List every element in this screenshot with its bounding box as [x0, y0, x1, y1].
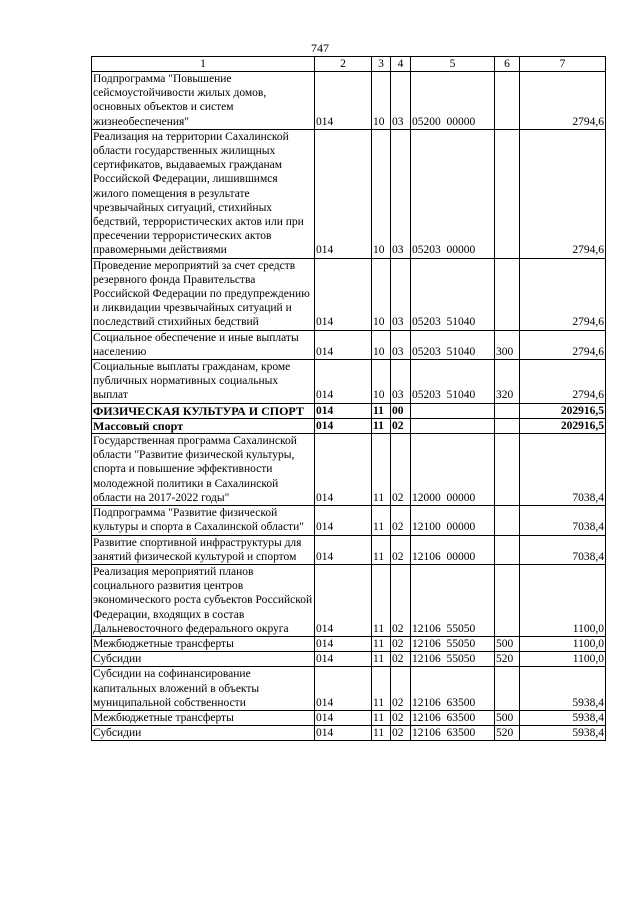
item-name: Социальные выплаты гражданам, кроме публичных нормативных социальных выплат: [92, 360, 315, 404]
amount: 5938,4: [520, 710, 606, 725]
subsection-code: 02: [391, 506, 411, 535]
expense-type-code: [495, 129, 520, 258]
ministry-code: 014: [315, 72, 372, 130]
ministry-code: 014: [315, 710, 372, 725]
amount: 1100,0: [520, 652, 606, 667]
ministry-code: 014: [315, 418, 372, 433]
expense-type-code: 520: [495, 726, 520, 741]
section-code: 11: [372, 652, 391, 667]
expense-type-code: 500: [495, 636, 520, 651]
column-header: 2: [315, 57, 372, 72]
expense-type-code: [495, 564, 520, 636]
item-name: Проведение мероприятий за счет средств резервного фонда Правительства Российской Федерации по предупреждению и ликвидации чрезвычайных ситуаций и последствий стихийных бедствий: [92, 258, 315, 330]
section-code: 11: [372, 434, 391, 506]
section-code: 11: [372, 726, 391, 741]
subsection-code: 00: [391, 403, 411, 418]
table-row: [92, 72, 606, 130]
ministry-code: 014: [315, 403, 372, 418]
target-article-code: 12106 63500: [411, 667, 495, 711]
page-number: 747: [311, 41, 329, 55]
column-header: 3: [372, 57, 391, 72]
amount: 5938,4: [520, 667, 606, 711]
subsection-code: 02: [391, 418, 411, 433]
ministry-code: 014: [315, 667, 372, 711]
item-name: Реализация на территории Сахалинской области государственных жилищных сертификатов, выдаваемых гражданам Российской Федерации, лишившимся жилого помещения в результате чрезвычайных ситуаций, стихийных бедствий, террористических актов или при пресечении террористических актов правомерными действиями: [92, 129, 315, 258]
table-row: [92, 667, 606, 711]
expense-type-code: [495, 506, 520, 535]
item-name: Реализация мероприятий планов социального развития центров экономического роста субъектов Российской Федерации, входящих в состав Дальневосточного федерального округа: [92, 564, 315, 636]
target-article-code: 05203 51040: [411, 360, 495, 404]
table-row: [92, 535, 606, 564]
section-code: 11: [372, 535, 391, 564]
table-row: [92, 403, 606, 418]
ministry-code: 014: [315, 636, 372, 651]
ministry-code: 014: [315, 360, 372, 404]
item-name: Межбюджетные трансферты: [92, 710, 315, 725]
target-article-code: 12106 00000: [411, 535, 495, 564]
amount: 7038,4: [520, 506, 606, 535]
ministry-code: 014: [315, 434, 372, 506]
table-row: [92, 652, 606, 667]
expense-type-code: [495, 535, 520, 564]
target-article-code: 05203 51040: [411, 330, 495, 359]
section-code: 10: [372, 360, 391, 404]
subsection-code: 02: [391, 652, 411, 667]
target-article-code: 12100 00000: [411, 506, 495, 535]
item-name: Подпрограмма "Развитие физической культуры и спорта в Сахалинской области": [92, 506, 315, 535]
amount: 1100,0: [520, 564, 606, 636]
expense-type-code: [495, 72, 520, 130]
target-article-code: 12106 63500: [411, 726, 495, 741]
column-number-row: [92, 57, 606, 72]
amount: 5938,4: [520, 726, 606, 741]
target-article-code: 05200 00000: [411, 72, 495, 130]
table-row: [92, 360, 606, 404]
expense-type-code: [495, 434, 520, 506]
subsection-code: 02: [391, 667, 411, 711]
item-name: Межбюджетные трансферты: [92, 636, 315, 651]
amount: 2794,6: [520, 330, 606, 359]
expense-type-code: 520: [495, 652, 520, 667]
ministry-code: 014: [315, 652, 372, 667]
item-name: Подпрограмма "Повышение сейсмоустойчивости жилых домов, основных объектов и систем жизнеобеспечения": [92, 72, 315, 130]
amount: 2794,6: [520, 360, 606, 404]
table-row: [92, 330, 606, 359]
ministry-code: 014: [315, 506, 372, 535]
section-code: 11: [372, 506, 391, 535]
section-code: 10: [372, 129, 391, 258]
table-row: [92, 726, 606, 741]
column-header: 1: [92, 57, 315, 72]
ministry-code: 014: [315, 535, 372, 564]
item-name: Государственная программа Сахалинской области "Развитие физической культуры, спорта и повышение эффективности молодежной политики в Сахалинской области на 2017-2022 годы": [92, 434, 315, 506]
budget-table: [91, 56, 606, 741]
amount: 7038,4: [520, 535, 606, 564]
target-article-code: 05203 00000: [411, 129, 495, 258]
table-row: [92, 258, 606, 330]
table-row: [92, 506, 606, 535]
column-header: 4: [391, 57, 411, 72]
table-row: [92, 129, 606, 258]
expense-type-code: [495, 667, 520, 711]
table-row: [92, 418, 606, 433]
column-header: 6: [495, 57, 520, 72]
target-article-code: 12106 55050: [411, 636, 495, 651]
item-name: Субсидии на софинансирование капитальных вложений в объекты муниципальной собственности: [92, 667, 315, 711]
ministry-code: 014: [315, 258, 372, 330]
subsection-code: 02: [391, 710, 411, 725]
amount: 2794,6: [520, 72, 606, 130]
table-body: [92, 72, 606, 741]
column-header: 5: [411, 57, 495, 72]
subsection-code: 02: [391, 726, 411, 741]
subsection-code: 02: [391, 564, 411, 636]
expense-type-code: [495, 418, 520, 433]
section-code: 11: [372, 667, 391, 711]
expense-type-code: [495, 403, 520, 418]
ministry-code: 014: [315, 330, 372, 359]
expense-type-code: [495, 258, 520, 330]
subsection-code: 03: [391, 129, 411, 258]
subsection-code: 02: [391, 535, 411, 564]
subsection-code: 02: [391, 636, 411, 651]
expense-type-code: 320: [495, 360, 520, 404]
table-row: [92, 710, 606, 725]
ministry-code: 014: [315, 564, 372, 636]
subsection-code: 03: [391, 258, 411, 330]
item-name: Массовый спорт: [92, 418, 315, 433]
target-article-code: 12106 55050: [411, 564, 495, 636]
amount: 202916,5: [520, 403, 606, 418]
expense-type-code: 500: [495, 710, 520, 725]
amount: 202916,5: [520, 418, 606, 433]
target-article-code: [411, 403, 495, 418]
subsection-code: 02: [391, 434, 411, 506]
item-name: Развитие спортивной инфраструктуры для занятий физической культурой и спортом: [92, 535, 315, 564]
amount: 7038,4: [520, 434, 606, 506]
ministry-code: 014: [315, 129, 372, 258]
ministry-code: 014: [315, 726, 372, 741]
target-article-code: [411, 418, 495, 433]
target-article-code: 12106 55050: [411, 652, 495, 667]
subsection-code: 03: [391, 360, 411, 404]
section-code: 10: [372, 330, 391, 359]
section-code: 11: [372, 403, 391, 418]
expense-type-code: 300: [495, 330, 520, 359]
column-header: 7: [520, 57, 606, 72]
amount: 1100,0: [520, 636, 606, 651]
section-code: 10: [372, 258, 391, 330]
item-name: Социальное обеспечение и иные выплаты населению: [92, 330, 315, 359]
table-row: [92, 434, 606, 506]
section-code: 11: [372, 564, 391, 636]
amount: 2794,6: [520, 258, 606, 330]
section-code: 10: [372, 72, 391, 130]
item-name: Субсидии: [92, 652, 315, 667]
table-row: [92, 636, 606, 651]
target-article-code: 12000 00000: [411, 434, 495, 506]
section-code: 11: [372, 418, 391, 433]
section-code: 11: [372, 710, 391, 725]
subsection-code: 03: [391, 330, 411, 359]
target-article-code: 12106 63500: [411, 710, 495, 725]
target-article-code: 05203 51040: [411, 258, 495, 330]
table-row: [92, 564, 606, 636]
subsection-code: 03: [391, 72, 411, 130]
section-code: 11: [372, 636, 391, 651]
item-name: Субсидии: [92, 726, 315, 741]
amount: 2794,6: [520, 129, 606, 258]
item-name: ФИЗИЧЕСКАЯ КУЛЬТУРА И СПОРТ: [92, 403, 315, 418]
